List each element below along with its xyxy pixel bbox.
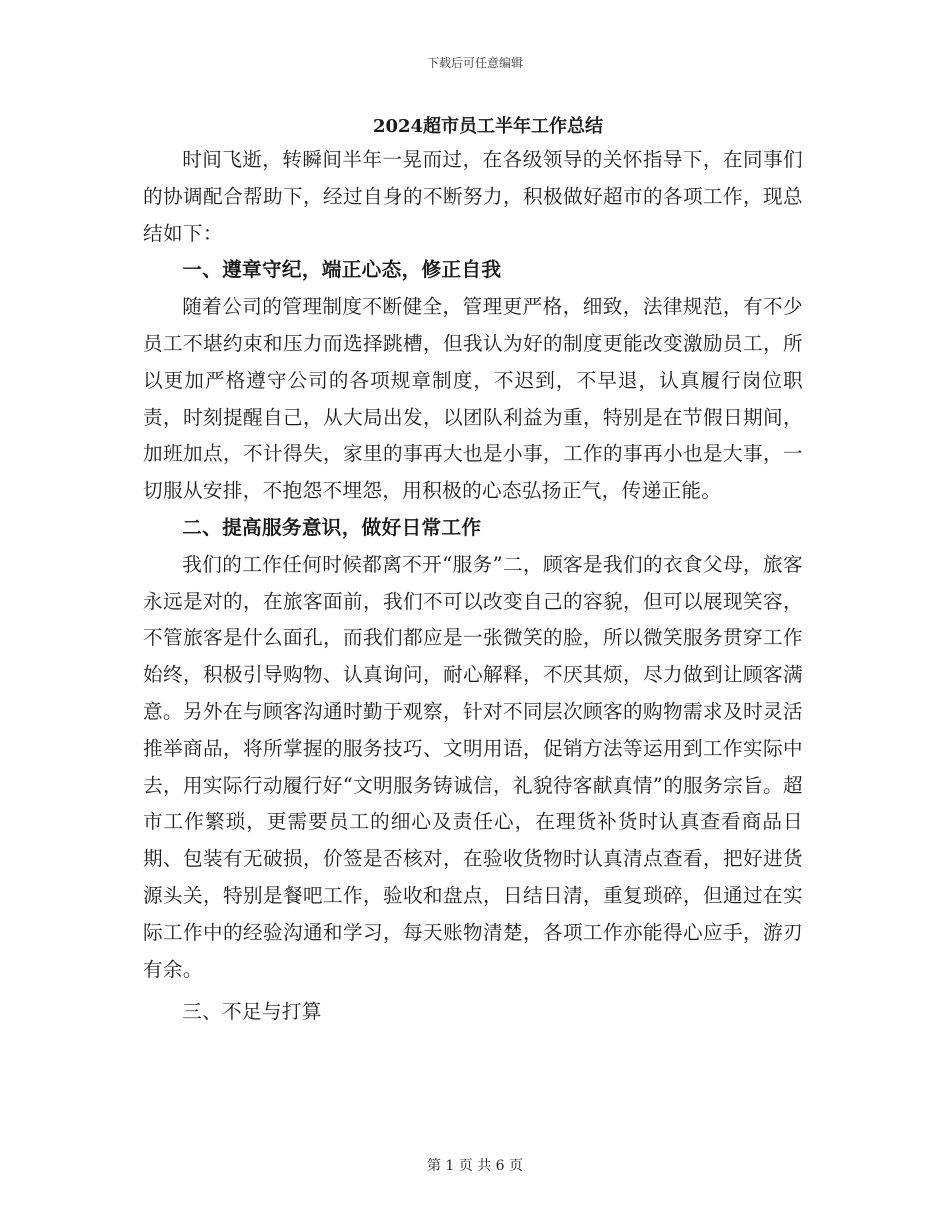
section-heading-2: 二、提高服务意识，做好日常工作 bbox=[182, 515, 482, 539]
section-heading-3: 三、不足与打算 bbox=[182, 1000, 322, 1024]
document-body bbox=[143, 112, 803, 1031]
section-heading-1: 一、遵章守纪，端正心态，修正自我 bbox=[182, 258, 502, 282]
header-note: 下载后可任意编辑 bbox=[426, 56, 523, 70]
intro-paragraph: 时间飞逝，转瞬间半年一晃而过，在各级领导的关怀指导下，在同事们的协调配合帮助下，经过自身的不断努力，积极做好超市的各项工作，现总结如下： bbox=[143, 148, 803, 245]
document-title: 2024超市员工半年工作总结 bbox=[372, 116, 604, 137]
section-body-2: 我们的工作任何时候都离不开“服务”二，顾客是我们的衣食父母，旅客永远是对的，在旅客面前，我们不可以改变自己的容貌，但可以展现笑容，不管旅客是什么面孔，而我们都应是一张微笑的脸，所以微笑服务贯穿工作始终，积极引导购物、认真询问，耐心解释，不厌其烦，尽力做到让顾客满意。另外在与顾客沟通时勤于观察，针对不同层次顾客的购物需求及时灵活推举商品，将所掌握的服务技巧、文明用语，促销方法等运用到工作实际中去，用实际行动履行好“文明服务铸诚信，礼貌待客献真情”的服务宗旨。超市工作繁琐，更需要员工的细心及责任心，在理货补货时认真查看商品日期、包装有无破损，价签是否核对，在验收货物时认真清点查看，把好进货源头关，特别是餐吧工作，验收和盘点，日结日清，重复琐碎，但通过在实际工作中的经验沟通和学习，每天账物清楚，各项工作亦能得心应手，游刃有余。 bbox=[143, 552, 803, 981]
page-number: 第 1 页 共 6 页 bbox=[426, 1158, 524, 1174]
section-body-1: 随着公司的管理制度不断健全，管理更严格，细致，法律规范，有不少员工不堪约束和压力而选择跳槽，但我认为好的制度更能改变激励员工，所以更加严格遵守公司的各项规章制度，不迟到，不早退，认真履行岗位职责，时刻提醒自己，从大局出发，以团队利益为重，特别是在节假日期间，加班加点，不计得失，家里的事再大也是小事，工作的事再小也是大事，一切服从安排，不抱怨不埋怨，用积极的心态弘扬正气，传递正能。 bbox=[143, 295, 803, 503]
